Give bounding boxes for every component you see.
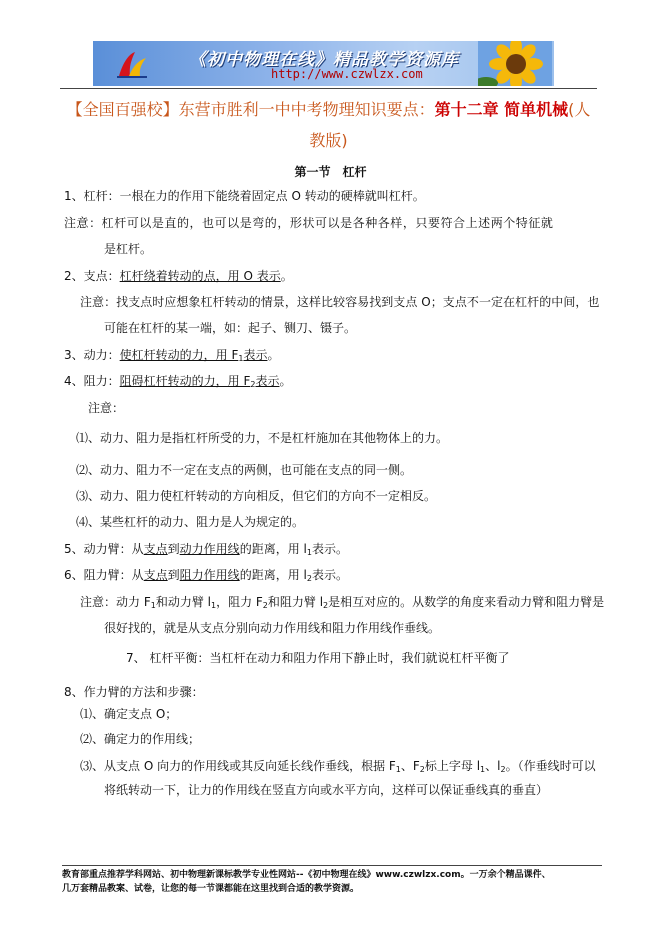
note-6-line2: 很好找的，就是从支点分别向动力作用线和阻力作用线作垂线。 (104, 621, 441, 635)
item-5-label: 5、动力臂：从 (64, 542, 144, 556)
item-3-def (120, 348, 268, 362)
item-2-end: 。 (280, 269, 293, 283)
subscript-2: 2 (306, 574, 312, 583)
point-4: ⑷、某些杠杆的动力、阻力是人为规定的。 (76, 515, 305, 529)
step-3-line2: 将纸转动一下，让力的作用线在竖直方向或水平方向，这样可以保证垂线真的垂直） (104, 783, 549, 797)
item-8: 8、作力臂的方法和步骤： (64, 685, 204, 699)
point-1: ⑴、动力、阻力是指杠杆所受的力，不是杠杆施加在其他物体上的力。 (76, 431, 449, 445)
item-6-label: 6、阻力臂：从 (64, 568, 144, 582)
subscript-1: 1 (395, 765, 401, 774)
item-7: 7、 杠杆平衡：当杠杆在动力和阻力作用下静止时，我们就说杠杆平衡了 (126, 651, 510, 665)
item-5-end: 表示。 (311, 542, 348, 556)
title-suffix-1: (人 (568, 100, 591, 119)
item-4-def-text2: 表示 (255, 374, 280, 388)
step-3-part1: ⑶、从支点 O 向力的作用线或其反向延长线作垂线，根据 F (80, 759, 396, 773)
header-rule (60, 88, 597, 89)
item-4-def (120, 374, 280, 388)
point-2: ⑵、动力、阻力不一定在支点的两侧，也可能在支点的同一侧。 (76, 463, 413, 477)
note-1-line1: 注意：杠杆可以是直的，也可以是弯的，形状可以是各种各样，只要符合上述两个特征就 (64, 216, 554, 230)
step-1: ⑴、确定支点 O； (80, 707, 178, 721)
subscript-2: 2 (262, 601, 268, 610)
item-5-post: 的距离，用 l (239, 542, 307, 556)
site-logo-icon (115, 48, 149, 80)
item-5-u2: 动力作用线 (179, 542, 240, 556)
subscript-1: 1 (480, 765, 486, 774)
note-6-part2: 和动力臂 l (155, 595, 211, 609)
step-3-line1 (80, 758, 596, 774)
item-4-label: 4、阻力： (64, 374, 120, 388)
item-6 (64, 567, 348, 583)
title-suffix-2: 教版) (309, 131, 348, 150)
subscript-2: 2 (250, 380, 256, 389)
item-6-post: 的距离，用 l (239, 568, 307, 582)
banner-url[interactable]: http://www.czwlzx.com (271, 67, 423, 81)
item-3 (64, 347, 279, 363)
item-3-label: 3、动力： (64, 348, 120, 362)
note-6-line1 (80, 594, 604, 610)
banner-title: 《初中物理在线》精品教学资源库 (189, 50, 459, 70)
item-6-mid: 到 (167, 568, 180, 582)
subscript-2: 2 (419, 765, 425, 774)
note-2-line1: 注意：找支点时应想象杠杆转动的情景，这样比较容易找到支点 O；支点不一定在杠杆的中间，也 (80, 295, 600, 309)
page-footer (62, 865, 602, 896)
item-4 (64, 373, 291, 389)
sunflower-icon (478, 41, 552, 86)
item-6-u1: 支点 (143, 568, 168, 582)
note-6-part4: 和阻力臂 l (267, 595, 324, 609)
subscript-1: 1 (210, 601, 217, 610)
item-3-end: 。 (267, 348, 280, 362)
step-3-part5: 。（作垂线时可以 (505, 759, 596, 773)
item-4-end: 。 (279, 374, 292, 388)
item-2-def: 杠杆绕着转动的点，用 O 表示 (119, 269, 281, 283)
note-1-line2: 是杠杆。 (104, 242, 153, 256)
title-chapter: 第十二章 简单机械 (434, 100, 569, 119)
step-3-part4: 、l (485, 759, 501, 773)
note-6-part5: 是相互对应的。从数学的角度来看动力臂和阻力臂是 (328, 595, 605, 609)
header-banner (93, 41, 554, 86)
item-5 (64, 541, 348, 557)
note-6-part1: 注意：动力 F (80, 595, 151, 609)
item-3-def-text2: 表示 (243, 348, 268, 362)
note-heading: 注意： (88, 401, 125, 415)
point-3: ⑶、动力、阻力使杠杆转动的方向相反，但它们的方向不一定相反。 (76, 489, 437, 503)
step-3-part2: 、F (400, 759, 420, 773)
subscript-1: 1 (238, 354, 244, 363)
item-3-def-text: 使杠杆转动的力，用 F (119, 348, 239, 362)
subscript-1: 1 (306, 548, 312, 557)
item-4-def-text: 阻碍杠杆转动的力，用 F (119, 374, 251, 388)
note-6-part3: ，阻力 F (216, 595, 263, 609)
note-2-line2: 可能在杠杆的某一端，如：起子、铡刀、镊子。 (104, 321, 357, 335)
section-heading: 第一节 杠杆 (294, 165, 367, 179)
document-title (60, 94, 597, 156)
subscript-2: 2 (500, 765, 506, 774)
footer-line-1: 教育部重点推荐学科网站、初中物理新课标教学专业性网站--《初中物理在线》www.czwlzx.com。一万余个精品课件、 (62, 870, 551, 880)
title-prefix: 【全国百强校】东营市胜利一中中考物理知识要点： (66, 100, 435, 119)
item-5-mid: 到 (167, 542, 180, 556)
step-3-part3: 标上字母 l (424, 759, 481, 773)
subscript-2: 2 (323, 601, 329, 610)
footer-line-2: 几万套精品教案、试卷，让您的每一节课都能在这里找到合适的教学资源。 (62, 884, 360, 894)
subscript-1: 1 (150, 601, 156, 610)
item-1: 1、杠杆：一根在力的作用下能绕着固定点 O 转动的硬棒就叫杠杆。 (64, 189, 425, 203)
item-2-label: 2、支点： (64, 269, 120, 283)
step-2: ⑵、确定力的作用线； (80, 732, 201, 746)
item-6-end: 表示。 (311, 568, 348, 582)
item-2 (64, 268, 293, 284)
item-6-u2: 阻力作用线 (179, 568, 240, 582)
item-5-u1: 支点 (143, 542, 168, 556)
